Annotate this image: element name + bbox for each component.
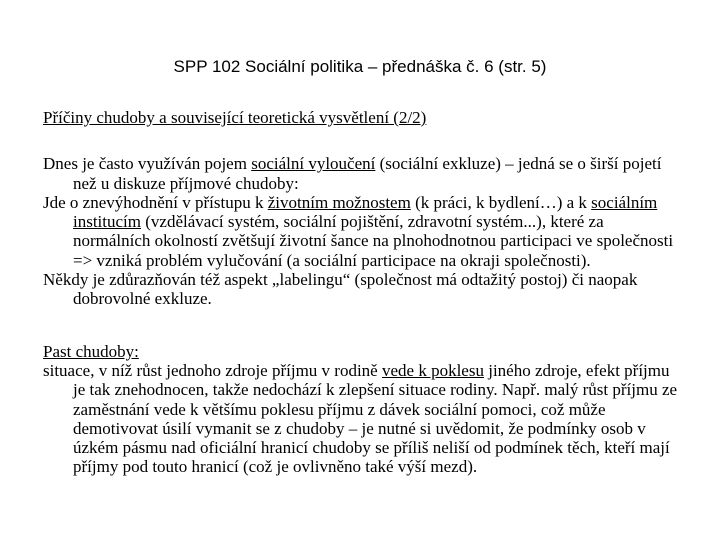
- paragraph-labeling: Někdy je zdůrazňován též aspekt „labelingu“ (společnost má odtažitý postoj) či naopak dobrovolné exkluze.: [43, 270, 638, 309]
- term-life-opportunities: životním možnostem: [267, 192, 411, 212]
- term-social-institutions: sociálním institucím: [73, 192, 658, 232]
- paragraph-poverty-trap: [43, 361, 683, 477]
- text-segment: (vzdělávací systém, sociální pojištění, zdravotní systém...), které za normálních okolností zvětšují životní šance na plnohodnotnou participaci ve společnosti => vzniká problém vylučování (a sociální participace na okraji společnosti).: [73, 212, 674, 270]
- paragraph-disadvantage: [43, 193, 683, 270]
- text-segment: jiného zdroje, efekt příjmu je tak znehodnocen, takže nedochází k zlepšení situace rodiny. Např. malý růst příjmu ze zaměstnání vede k většímu poklesu příjmu z dávek sociální pomoci, což může demotivovat úsilí vymanit se z chudoby – je nutné si uvědomit, že podmínky osob v úzkém pásmu nad oficiální hranicí chudoby se příliš neliší od podmínek těch, kteří mají příjmy pod touto hranicí (což je ovlivněno také výší mezd).: [73, 360, 678, 477]
- text-segment: situace, v níž růst jednoho zdroje příjmu v rodině: [43, 360, 382, 380]
- text-segment: (sociální exkluze) – jedná se o širší pojetí než u diskuze příjmové chudoby:: [73, 154, 662, 193]
- slide-header: SPP 102 Sociální politika – přednáška č. 6 (str. 5): [173, 57, 547, 76]
- term-social-exclusion: sociální vyloučení: [251, 154, 376, 174]
- text-segment: Dnes je často využíván pojem: [43, 154, 252, 174]
- slide-content: [43, 108, 683, 477]
- paragraph-social-exclusion: [43, 154, 683, 193]
- slide-heading: Příčiny chudoby a související teoretická vysvětlení (2/2): [43, 108, 427, 127]
- term-leads-to-decline: vede k poklesu: [381, 360, 484, 380]
- spacer: [43, 309, 683, 342]
- subheading-poverty-trap: [43, 342, 683, 361]
- text-segment: Jde o znevýhodnění v přístupu k: [43, 192, 268, 212]
- poverty-trap-title: Past chudoby:: [43, 341, 139, 361]
- text-segment: (k práci, k bydlení…) a k: [410, 192, 592, 212]
